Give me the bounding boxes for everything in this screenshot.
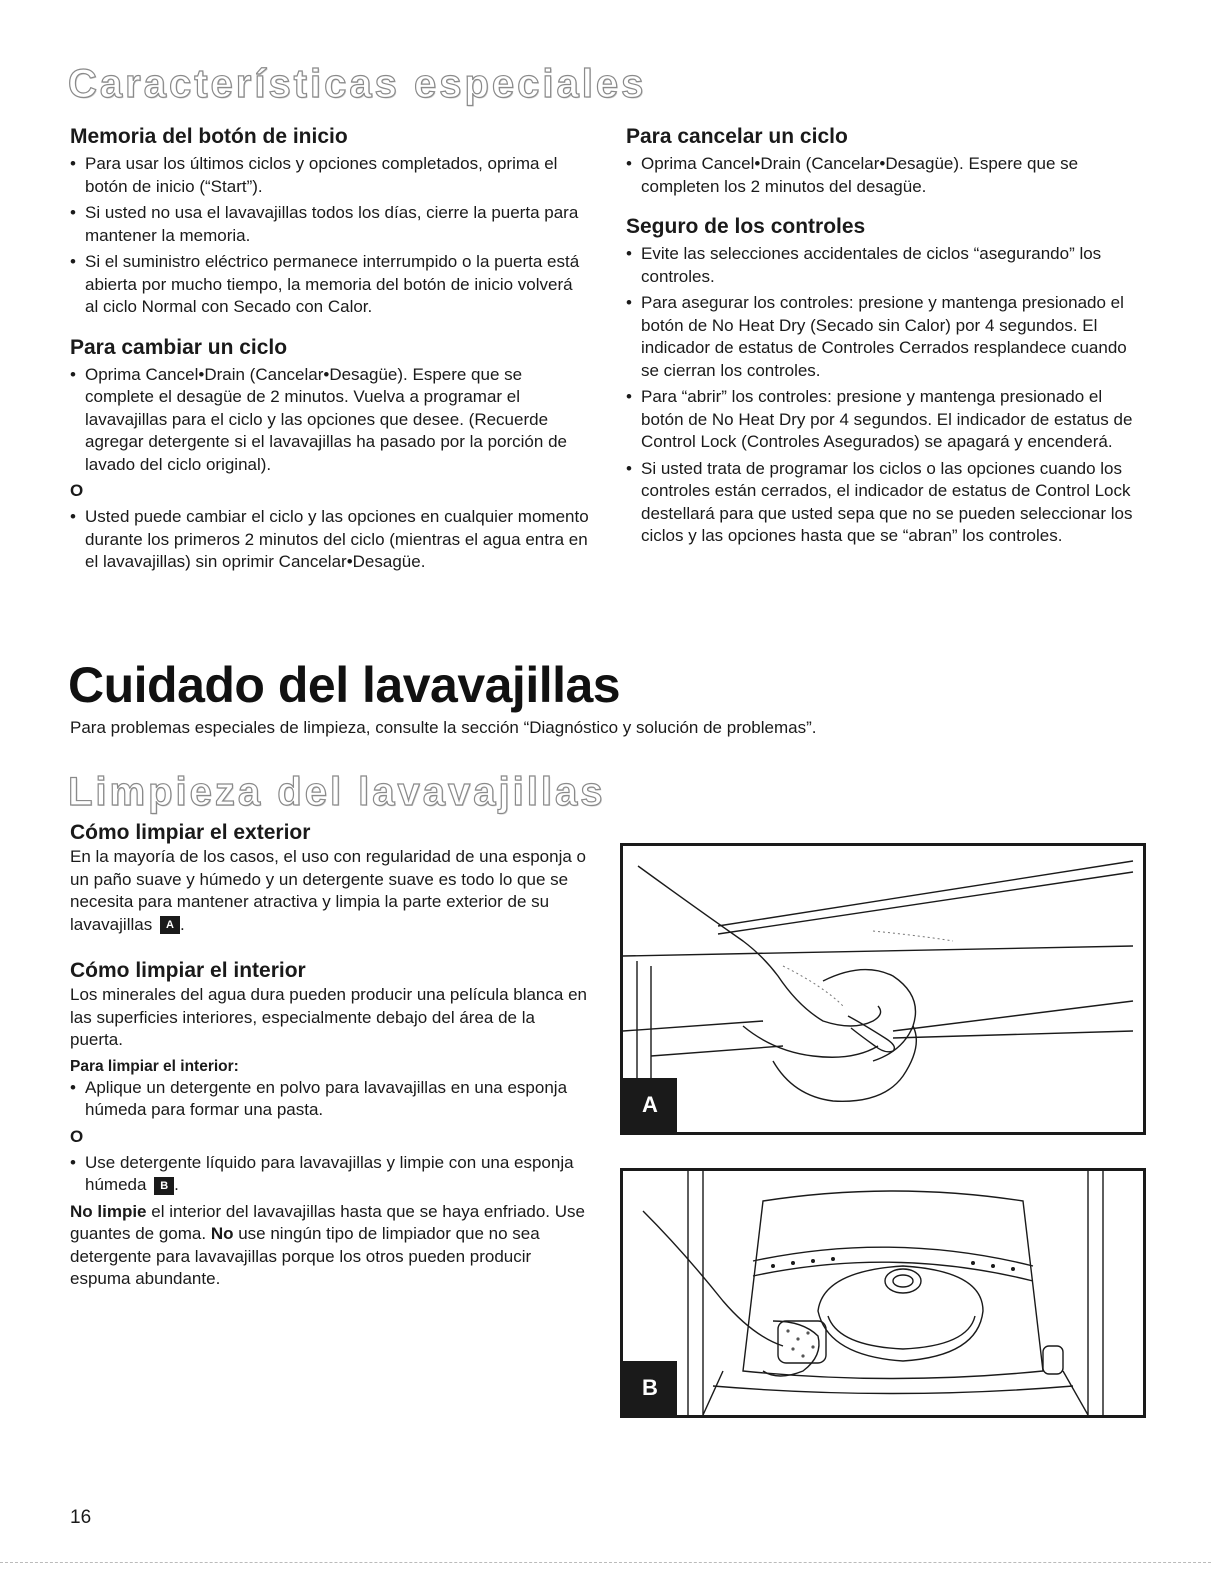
figure-a — [620, 843, 1146, 1135]
heading-cancelar: Para cancelar un ciclo — [626, 125, 848, 148]
list-item: • Si usted no usa el lavavajillas todos los días, cierre la puerta para mantener la memoria. — [70, 202, 590, 247]
list-item: • Para asegurar los controles: presione y mantenga presionado el botón de No Heat Dry (Secado sin Calor) por 4 segundos. El indicador de estatus de Controles Cerrados resplandece cuando se cierran los controles. — [626, 292, 1146, 382]
page-title-cuidado: Cuidado del lavavajillas — [68, 657, 621, 713]
list-item — [70, 1152, 590, 1197]
interior-bullet2-text: Use detergente líquido para lavavajillas y limpie con una esponja húmeda — [85, 1152, 574, 1194]
heading-cambiar: Para cambiar un ciclo — [70, 335, 288, 359]
right-column — [626, 124, 1146, 552]
or-separator: O — [70, 1126, 84, 1146]
care-intro: Para problemas especiales de limpieza, consulte la sección “Diagnóstico y solución de problemas”. — [70, 718, 817, 737]
warning-text-2: use ningún tipo de limpiador que no sea detergente para lavavajillas porque los otros pueden producir espuma abundante. — [70, 1224, 540, 1288]
interior-list-2 — [70, 1152, 590, 1197]
heading-interior: Cómo limpiar el interior — [70, 959, 306, 982]
cambiar-list-2 — [70, 506, 590, 574]
interior-paragraph: Los minerales del agua dura pueden producir una película blanca en las superficies interiores, especialmente debajo del área de la puerta. — [70, 985, 587, 1049]
section-title-limpieza: Limpieza del lavavajillas — [68, 770, 606, 814]
seguro-list — [626, 243, 1146, 548]
list-item: • Para usar los últimos ciclos y opciones completados, oprima el botón de inicio (“Start”). — [70, 153, 590, 198]
figure-b-illustration — [623, 1171, 1143, 1415]
cambiar-list-1 — [70, 364, 590, 477]
or-separator: O — [70, 481, 84, 500]
list-item: • Aplique un detergente en polvo para lavavajillas en una esponja húmeda para formar una pasta. — [70, 1077, 590, 1122]
list-item: • Evite las selecciones accidentales de ciclos “asegurando” los controles. — [626, 243, 1146, 288]
section-title-caracteristicas: Características especiales — [68, 62, 647, 106]
left-column — [70, 124, 590, 578]
list-item: • Si el suministro eléctrico permanece interrumpido o la puerta está abierta por mucho tiempo, la memoria del botón de inicio volverá al ciclo Normal con Secado con Calor. — [70, 251, 590, 319]
heading-exterior: Cómo limpiar el exterior — [70, 821, 311, 844]
list-item: • Para “abrir” los controles: presione y mantenga presionado el botón de No Heat Dry por 4 segundos. El indicador de estatus de Control Lock (Controles Asegurados) se apagará y encenderá. — [626, 386, 1146, 454]
exterior-paragraph — [70, 846, 590, 936]
figure-a-illustration — [623, 846, 1143, 1132]
interior-subheading: Para limpiar el interior: — [70, 1057, 239, 1075]
figure-b — [620, 1168, 1146, 1418]
warning-bold-2: No — [210, 1224, 234, 1243]
interior-bullet2-end: . — [174, 1175, 179, 1194]
exterior-text: En la mayoría de los casos, el uso con regularidad de una esponja o un paño suave y húmedo y un detergente suave es todo lo que se necesita para mantener atractiva y limpia la parte exterior de su lavavajillas — [70, 847, 586, 934]
memoria-list — [70, 153, 590, 319]
cleaning-column — [70, 820, 590, 1291]
list-item: • Oprima Cancel•Drain (Cancelar•Desagüe). Espere que se completen los 2 minutos del desagüe. — [626, 153, 1146, 198]
interior-list-1 — [70, 1077, 590, 1122]
bottom-divider — [0, 1562, 1211, 1563]
cancelar-list — [626, 153, 1146, 198]
warning-bold-1: No limpie — [70, 1201, 147, 1221]
list-item: • Oprima Cancel•Drain (Cancelar•Desagüe). Espere que se complete el desagüe de 2 minutos. Vuelva a programar el lavavajillas para el ciclo y las opciones que desee. (Recuerde agregar detergente si el lavavajillas ha pasado por la porción de lavado del ciclo original). — [70, 364, 590, 477]
figure-b-label: B — [623, 1361, 677, 1415]
exterior-end: . — [179, 914, 185, 934]
heading-seguro: Seguro de los controles — [626, 215, 866, 238]
page-number: 16 — [70, 1507, 92, 1528]
figure-ref-badge-b: B — [154, 1177, 174, 1195]
heading-memoria: Memoria del botón de inicio — [70, 125, 348, 148]
list-item: • Usted puede cambiar el ciclo y las opciones en cualquier momento durante los primeros 2 minutos del ciclo (mientras el agua entra en el lavavajillas) sin oprimir Cancelar•Desagüe. — [70, 506, 590, 574]
figure-a-label: A — [623, 1078, 677, 1132]
warning-text-1: el interior del lavavajillas hasta que se haya enfriado. Use guantes de goma. — [70, 1201, 585, 1243]
list-item: • Si usted trata de programar los ciclos o las opciones cuando los controles están cerrados, el indicador de estatus de Control Lock destellará para que usted sepa que no se pueden seleccionar los ciclos y las opciones hasta que se “abran” los controles. — [626, 458, 1146, 548]
figure-ref-badge-a: A — [160, 916, 180, 934]
interior-warning — [70, 1201, 590, 1291]
